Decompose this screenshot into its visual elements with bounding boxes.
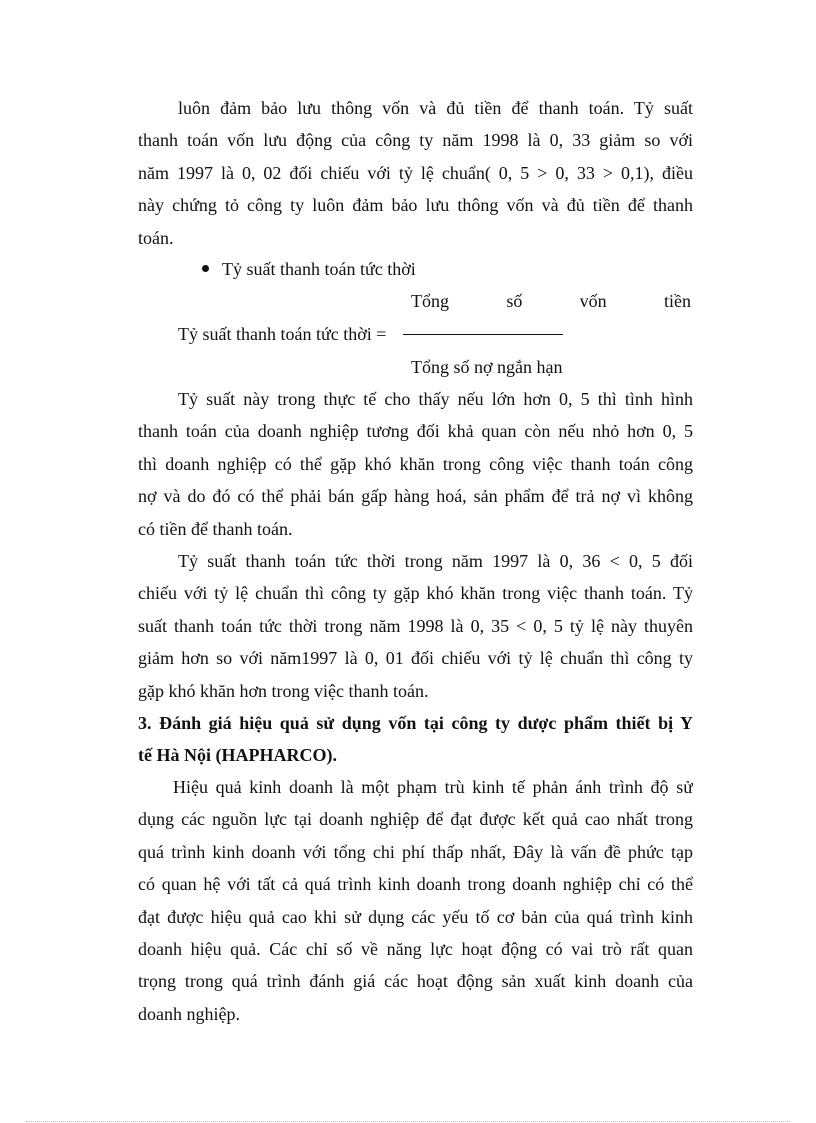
text-line: có tiền để thanh toán. [138,518,293,539]
text-line: thì doanh nghiệp có thể gặp khó khăn trong công việc thanh toán công [138,453,693,474]
text-line: đạt được hiệu quả cao khi sử dụng các yếu tố cơ bản của quá trình kinh [138,906,693,927]
text-line: thanh toán vốn lưu động của công ty năm 1998 là 0, 33 giảm so với [138,130,693,151]
paragraph [138,545,693,707]
text-line: doanh nghiệp. [138,1003,240,1024]
formula-numerator [411,285,691,317]
heading-line: tế Hà Nội (HAPHARCO). [138,745,337,766]
page-footer-rule [26,1121,790,1122]
numerator-word: tiền [664,291,691,311]
text-line: luôn đảm bảo lưu thông vốn và đủ tiền để thanh toán. Tỷ suất [178,98,693,118]
text-line: suất thanh toán tức thời trong năm 1998 là 0, 35 < 0, 5 tỷ lệ này thuyên [138,615,693,636]
text-line: doanh hiệu quả. Các chỉ số về năng lực hoạt động có vai trò rất quan [138,938,693,959]
section-heading [138,707,693,772]
bullet-text: Tỷ suất thanh toán tức thời [222,259,416,279]
bullet-item [202,253,416,285]
paragraph-continued [138,92,693,254]
paragraph [138,383,693,545]
text-line: dụng các nguồn lực tại doanh nghiệp để đạt được kết quả cao nhất trong [138,809,693,830]
text-line: gặp khó khăn hơn trong việc thanh toán. [138,680,429,701]
fraction-bar [403,334,563,335]
text-line: giảm hơn so với năm1997 là 0, 01 đối chiếu với tỷ lệ chuẩn thì công ty [138,648,693,669]
text-line: này chứng tỏ công ty luôn đảm bảo lưu thông vốn và đủ tiền để thanh [138,195,693,216]
numerator-word: vốn [579,291,607,311]
text-line: thanh toán của doanh nghiệp tương đối khả quan còn nếu nhỏ hơn 0, 5 [138,421,693,442]
formula-label: Tỷ suất thanh toán tức thời = [178,324,387,344]
numerator-word: Tổng [411,291,449,311]
formula-denominator: Tổng số nợ ngắn hạn [411,357,563,377]
text-line: Tỷ suất thanh toán tức thời trong năm 1997 là 0, 36 < 0, 5 đối [178,551,693,571]
text-line: quá trình kinh doanh với tổng chi phí thấp nhất, Đây là vấn đề phức tạp [138,841,693,862]
text-line: nợ và do đó có thể phải bán gấp hàng hoá, sản phẩm để trả nợ vì không [138,486,693,507]
text-line: năm 1997 là 0, 02 đối chiếu với tỷ lệ chuẩn( 0, 5 > 0, 33 > 0,1), điều [138,162,693,183]
text-line: Hiệu quả kinh doanh là một phạm trù kinh tế phản ánh trình độ sử [173,777,693,797]
text-line: trọng trong quá trình đánh giá các hoạt động sản xuất kinh doanh của [138,971,693,992]
text-line: có quan hệ với tất cả quá trình kinh doanh trong doanh nghiệp chỉ có thể [138,874,693,895]
numerator-word: số [506,291,523,311]
heading-line: 3. Đánh giá hiệu quả sử dụng vốn tại công ty dược phẩm thiết bị Y [138,713,693,733]
text-line: chiếu với tỷ lệ chuẩn thì công ty gặp khó khăn trong việc thanh toán. Tỷ [138,583,693,604]
text-line: Tỷ suất này trong thực tế cho thấy nếu lớn hơn 0, 5 thì tình hình [178,389,693,409]
bullet-icon [202,265,209,272]
paragraph [138,771,693,1030]
text-line: toán. [138,227,174,248]
